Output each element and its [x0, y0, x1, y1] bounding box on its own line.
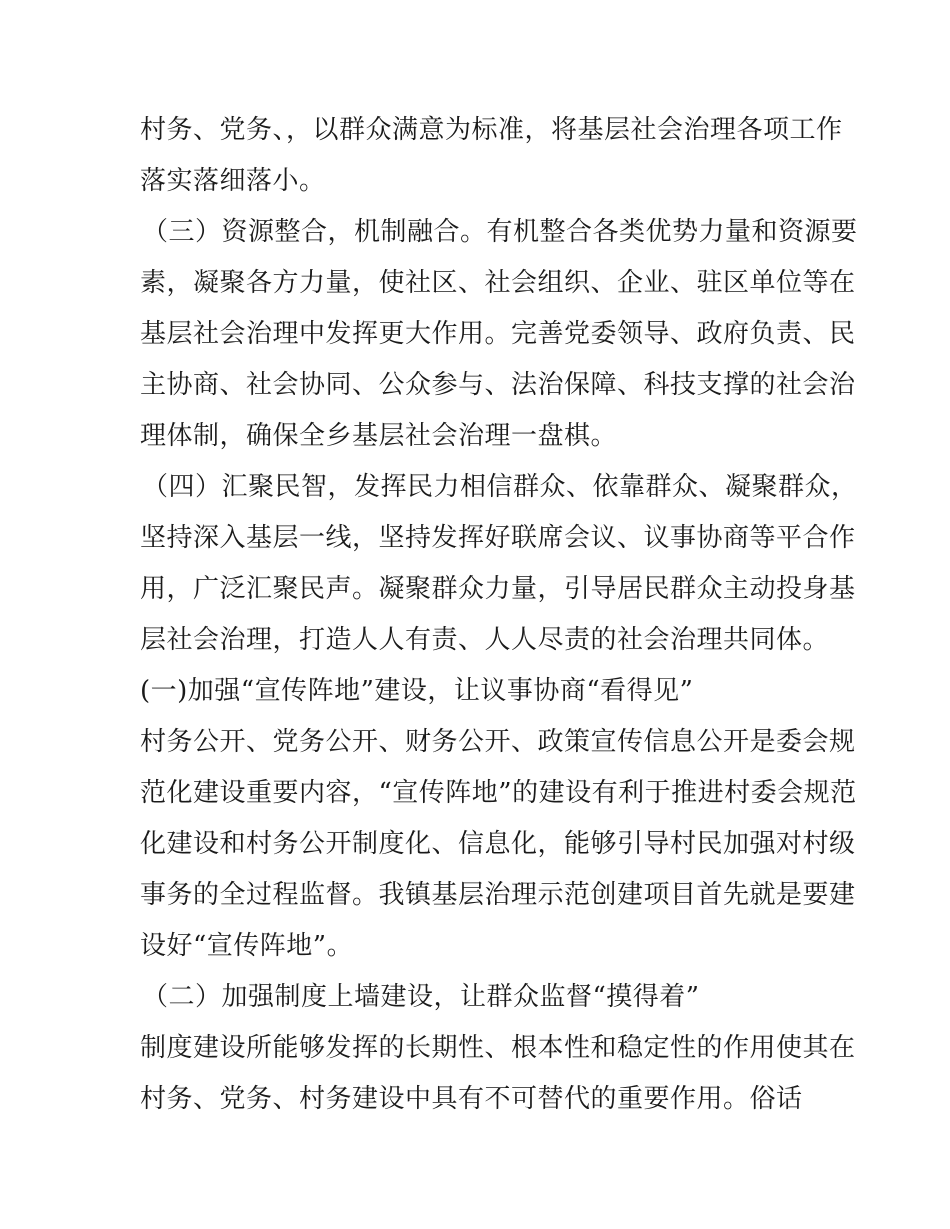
- subheading-line: （二）加强制度上墙建设，让群众监督“摸得着”: [142, 982, 700, 1012]
- text-line: 坚持深入基层一线，坚持发挥好联席会议、议事协商等平合作: [140, 523, 856, 553]
- text-line: 范化建设重要内容，“宣传阵地”的建设有利于推进村委会规范: [140, 778, 857, 808]
- text-line: 村务、党务、村务建设中具有不可替代的重要作用。俗话: [140, 1084, 803, 1114]
- text-line: 制度建设所能够发挥的长期性、根本性和稳定性的作用使其在: [140, 1033, 856, 1063]
- text-line: 主协商、社会协同、公众参与、法治保障、科技支撑的社会治: [140, 370, 856, 400]
- text-line: 层社会治理，打造人人有责、人人尽责的社会治理共同体。: [140, 625, 830, 655]
- section-heading-line: （四）汇聚民智，发挥民力相信群众、依靠群众、凝聚群众，: [142, 472, 858, 502]
- subheading-line: (一)加强“宣传阵地”建设，让议事协商“看得见”: [140, 676, 694, 706]
- text-line: 素，凝聚各方力量，使社区、社会组织、企业、驻区单位等在: [140, 268, 856, 298]
- section-heading-line: （三）资源整合，机制融合。有机整合各类优势力量和资源要: [142, 217, 858, 247]
- text-line: 化建设和村务公开制度化、信息化，能够引导村民加强对村级: [140, 829, 856, 859]
- text-line: 用，广泛汇聚民声。凝聚群众力量，引导居民群众主动投身基: [140, 574, 856, 604]
- text-line: 基层社会治理中发挥更大作用。完善党委领导、政府负责、民: [140, 319, 856, 349]
- text-line: 村务公开、党务公开、财务公开、政策宣传信息公开是委会规: [140, 727, 856, 757]
- text-line: 事务的全过程监督。我镇基层治理示范创建项目首先就是要建: [140, 880, 856, 910]
- text-line: 村务、党务、，以群众满意为标准，将基层社会治理各项工作: [140, 115, 843, 145]
- text-line: 落实落细落小。: [140, 166, 326, 196]
- text-line: 理体制，确保全乡基层社会治理一盘棋。: [140, 421, 618, 451]
- text-line: 设好“宣传阵地”。: [140, 931, 354, 961]
